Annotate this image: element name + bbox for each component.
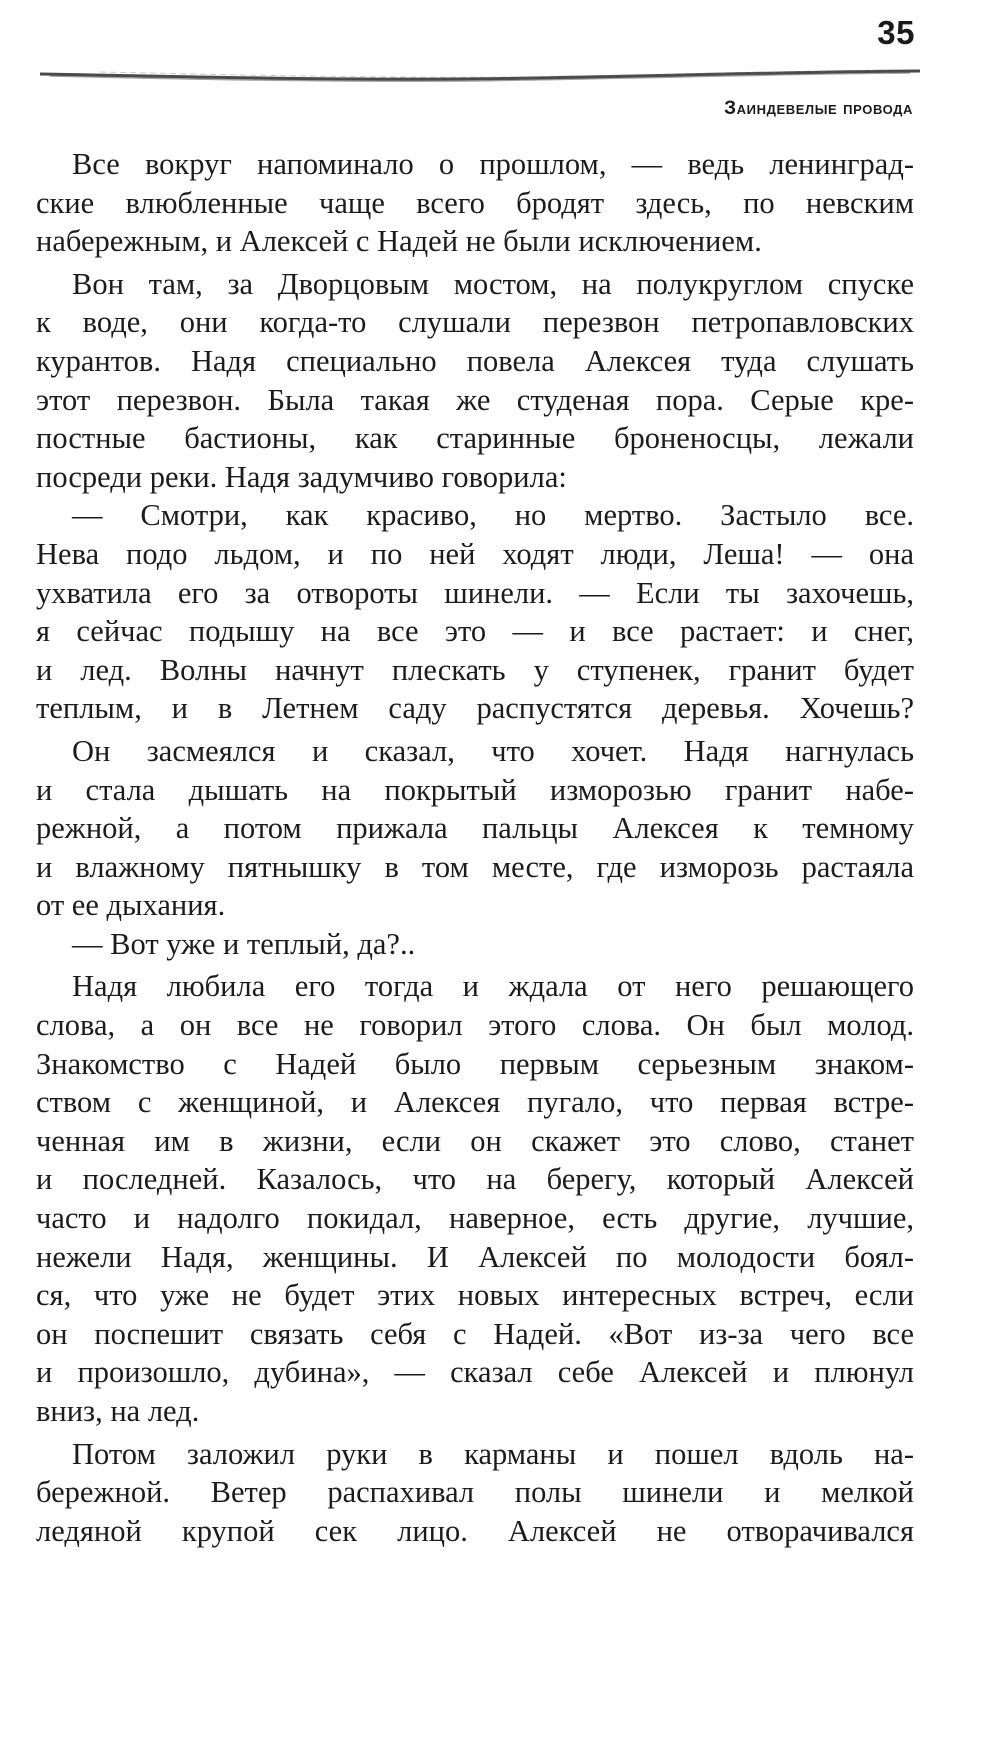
text-line: Он засмеялся и сказал, что хочет. Надя нагнулась (72, 733, 914, 768)
text-line: к воде, они когда-то слушали перезвон петропавловских (36, 305, 914, 340)
text-line: теплым, и в Летнем саду распустятся деревья. Хочешь? (36, 691, 914, 726)
text-line: ские влюбленные чаще всего бродят здесь, по невским (36, 185, 914, 220)
text-line: ченная им в жизни, если он скажет это слово, станет (36, 1123, 914, 1158)
text-line: и произошло, дубина», — сказал себе Алексей и плюнул (36, 1355, 914, 1390)
text-line: я сейчас подышу на все это — и все растает: и снег, (36, 614, 914, 649)
text-line: Вон там, за Дворцовым мостом, на полукруглом спуске (72, 266, 914, 301)
text-line: от ее дыхания. (36, 888, 226, 923)
paragraph (36, 925, 914, 964)
text-line: нежели Надя, женщины. И Алексей по молодости боял- (36, 1239, 914, 1274)
text-line: ством с женщиной, и Алексея пугало, что первая встре- (36, 1085, 914, 1120)
text-line: и лед. Волны начнут плескать у ступенек, гранит будет (36, 652, 914, 687)
text-line: — Вот уже и теплый, да?.. (72, 926, 416, 961)
text-line: ся, что уже не будет этих новых интересных встреч, если (36, 1278, 914, 1313)
text-line: Надя любила его тогда и ждала от него решающего (72, 969, 914, 1004)
text-line: и стала дышать на покрытый изморозью гранит набе- (36, 772, 914, 807)
paragraph (36, 496, 914, 728)
text-line: Нева подо льдом, и по ней ходят люди, Леша! — она (36, 536, 914, 571)
text-line: он поспешит связать себя с Надей. «Вот из-за чего все (36, 1316, 914, 1351)
text-line: ухватила его за отвороты шинели. — Если ты захочешь, (36, 575, 914, 610)
text-line: — Смотри, как красиво, но мертво. Застыло все. (72, 498, 914, 533)
text-line: этот перезвон. Была такая же студеная пора. Серые кре- (36, 382, 914, 417)
paragraph (36, 265, 914, 497)
text-line: и последней. Казалось, что на берегу, который Алексей (36, 1162, 914, 1197)
paragraph (36, 732, 914, 925)
text-line: посреди реки. Надя задумчиво говорила: (36, 459, 567, 494)
text-line: Все вокруг напоминало о прошлом, — ведь ленинград- (72, 147, 914, 181)
text-line: постные бастионы, как старинные броненосцы, лежали (36, 421, 914, 456)
text-line: часто и надолго покидал, наверное, есть другие, лучшие, (36, 1201, 914, 1236)
text-line: и влажному пятнышку в том месте, где изморозь растаяла (36, 849, 914, 884)
decorative-rule (40, 66, 920, 88)
text-line: слова, а он все не говорил этого слова. Он был молод. (36, 1008, 914, 1043)
paragraph (36, 1435, 914, 1551)
text-line: Знакомство с Надей было первым серьезным знаком- (36, 1046, 914, 1081)
text-line: Потом заложил руки в карманы и пошел вдоль на- (72, 1436, 914, 1471)
text-line: ледяной крупой сек лицо. Алексей не отворачивался (36, 1513, 914, 1548)
running-head: Заиндевелые провода (724, 98, 913, 119)
paragraph (36, 967, 914, 1430)
text-line: набережным, и Алексей с Надей не были исключением. (36, 224, 762, 259)
text-line: режной, а потом прижала пальцы Алексея к темному (36, 811, 914, 846)
page-number: 35 (877, 14, 915, 51)
text-line: вниз, на лед. (36, 1394, 200, 1428)
text-line: курантов. Надя специально повела Алексея туда слушать (36, 343, 914, 378)
body-text (36, 145, 914, 1550)
paragraph (36, 145, 914, 261)
text-line: бережной. Ветер распахивал полы шинели и мелкой (36, 1475, 914, 1510)
